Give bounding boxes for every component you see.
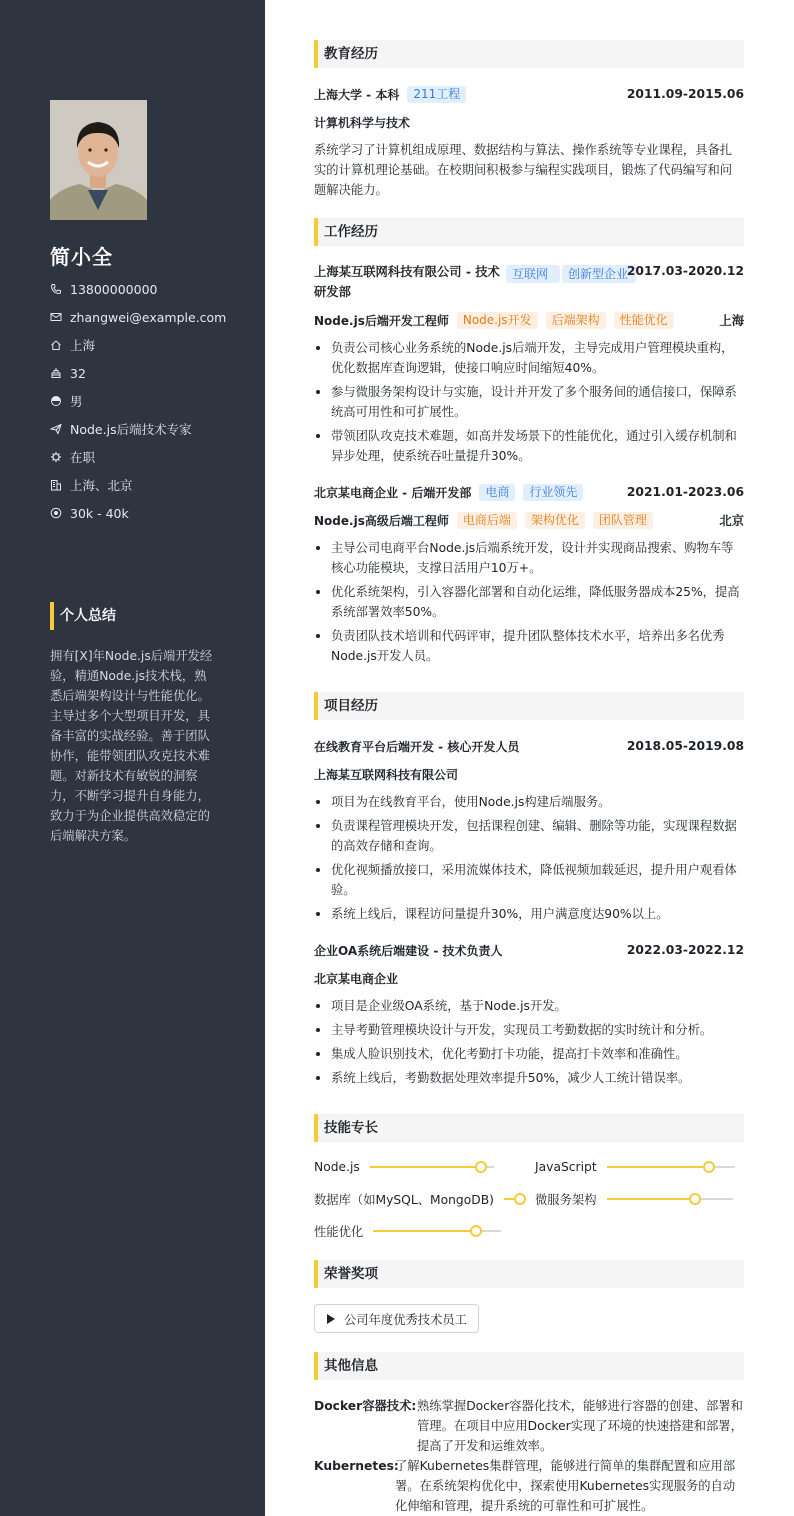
major: 计算机科学与技术 [314,115,411,130]
project1-company: 上海某互联网科技有限公司 [314,767,459,782]
job2-point1: 主导公司电商平台Node.js后端系统开发，设计并实现商品搜索、购物车等核心功能模块，支撑日活用户10万+。 [314,538,744,578]
project1-header-row [314,737,744,755]
email-row [50,309,226,325]
school-name: 上海大学 - 本科 [314,87,400,102]
city-text: 上海 [70,338,96,353]
job1-city: 上海 [719,314,744,328]
job1-skill2: 后端架构 [546,312,606,329]
send-icon [50,423,62,435]
age-text: 32 [70,365,86,381]
avatar-photo [50,100,147,220]
job2-date: 2021.01-2023.06 [626,485,744,499]
job1-tag2: 创新型企业 [562,265,636,283]
project1-point4: 系统上线后，课程访问量提升30%，用户满意度达90%以上。 [314,904,744,924]
project2-point2: 主导考勤管理模块设计与开发，实现员工考勤数据的实时统计和分析。 [314,1020,744,1040]
skill-item [535,1191,733,1207]
skill-knob[interactable] [689,1193,701,1205]
other-text-docker: 熟练掌握Docker容器化技术，能够进行容器的创建、部署和管理。在项目中应用Docker实现了环境的快速搭建和部署，提高了开发和运维效率。 [417,1399,743,1453]
skill-knob[interactable] [475,1161,487,1173]
job1-point3: 带领团队攻克技术难题，如高并发场景下的性能优化，通过引入缓存机制和异步处理，使系统吞吐量提升30%。 [314,426,744,466]
job2-role: Node.js高级后端工程师 [314,513,449,528]
status-row [50,449,95,465]
award-item[interactable] [314,1304,479,1333]
awards-heading: 荣誉奖项 [314,1260,744,1288]
building-icon [50,479,62,491]
skill-slider[interactable] [373,1230,501,1232]
other-label-docker: Docker容器技术: [314,1399,417,1413]
job1-point1: 负责公司核心业务系统的Node.js后端开发，主导完成用户管理模块重构，优化数据库查询逻辑，使接口响应时间缩短40%。 [314,338,744,378]
target-cities-row [50,477,133,493]
education-date: 2011.09-2015.06 [626,87,744,101]
job2-city: 北京 [719,514,744,528]
skill-name: 数据库（如MySQL、MongoDB) [314,1193,494,1207]
education-desc: 系统学习了计算机组成原理、数据结构与算法、操作系统等专业课程，具备扎实的计算机理论基础。在校期间积极参与编程实践项目，锻炼了代码编写和问题解决能力。 [314,143,733,197]
job2-point3: 负责团队技术培训和代码评审，提升团队整体技术水平，培养出多名优秀Node.js开发人员。 [314,626,744,666]
job2-skill1: 电商后端 [457,512,517,529]
salary-row [50,505,129,521]
skill-item [314,1191,520,1207]
skill-item [314,1159,494,1175]
project2-company: 北京某电商企业 [314,971,399,986]
skill-slider[interactable] [607,1166,735,1168]
target-role-text: Node.js后端技术专家 [70,422,192,437]
award-label: 公司年度优秀技术员工 [344,1312,467,1327]
projects-heading: 项目经历 [314,692,744,720]
skill-knob[interactable] [703,1161,715,1173]
status-icon [50,451,62,463]
skill-knob[interactable] [470,1225,482,1237]
job2-tag2: 行业领先 [523,484,583,501]
work-heading: 工作经历 [314,218,744,246]
skill-item [535,1159,735,1175]
job2-header-row [314,483,744,501]
job1-point2: 参与微服务架构设计与实施，设计并开发了多个服务间的通信接口，保障系统高可用性和可扩展性。 [314,382,744,422]
project2-date: 2022.03-2022.12 [626,943,744,957]
phone-row [50,281,157,297]
play-icon [327,1314,335,1324]
gender-icon [50,395,62,407]
job2-tag1: 电商 [479,484,515,501]
skill-name: JavaScript [535,1160,597,1174]
summary-text: 拥有[X]年Node.js后端开发经验，精通Node.js技术栈，熟悉后端架构设计与性能优化。主导过多个大型项目开发，具备丰富的实战经验。善于团队协作，能带领团队攻克技术难题。对新技术有敏锐的洞察力，不断学习提升自身能力，致力于为企业提供高效稳定的后端解决方案。 [50,649,213,843]
skill-name: Node.js [314,1160,360,1174]
education-header-row [314,85,744,103]
phone-text: 13800000000 [70,281,158,297]
project1-point2: 负责课程管理模块开发，包括课程创建、编辑、删除等功能，实现课程数据的高效存储和查询。 [314,816,744,856]
job1-role: Node.js后端开发工程师 [314,313,449,328]
job1-role-row [314,311,744,329]
money-icon [50,507,62,519]
job1-company: 上海某互联网科技有限公司 - 技术研发部 [314,265,500,299]
project2-point1: 项目是企业级OA系统，基于Node.js开发。 [314,996,744,1016]
skill-slider[interactable] [504,1198,520,1200]
gender-text: 男 [70,394,83,409]
job2-company: 北京某电商企业 - 后端开发部 [314,485,472,500]
job1-skill3: 性能优化 [614,312,674,329]
phone-icon [50,283,62,295]
project1-name: 在线教育平台后端开发 - 核心开发人员 [314,739,520,754]
profile-name: 简小全 [50,245,113,269]
target-cities-text: 上海、北京 [70,478,133,493]
email-text: zhangwei@example.com [70,309,227,325]
project2-header-row [314,941,744,959]
other-label-k8s: Kubernetes: [314,1459,399,1473]
skill-slider[interactable] [370,1166,494,1168]
job1-skill1: Node.js开发 [457,312,538,329]
project2-name: 企业OA系统后端建设 - 技术负责人 [314,943,503,958]
home-icon [50,339,62,351]
job2-role-row [314,511,744,529]
skill-knob[interactable] [514,1193,526,1205]
job2-skill2: 架构优化 [525,512,585,529]
city-row [50,337,95,353]
skill-item [314,1223,501,1239]
gender-row [50,393,83,409]
salary-text: 30k - 40k [70,505,129,521]
school-tag: 211工程 [407,86,466,103]
project2-point4: 系统上线后，考勤数据处理效率提升50%，减少人工统计错误率。 [314,1068,744,1088]
education-heading: 教育经历 [314,40,744,68]
summary-heading: 个人总结 [50,602,116,630]
skill-slider[interactable] [607,1198,733,1200]
job2-skill3: 团队管理 [593,512,653,529]
target-role-row [50,421,192,437]
job1-date: 2017.03-2020.12 [626,264,744,278]
mail-icon [50,311,62,323]
other-heading: 其他信息 [314,1352,744,1380]
project2-point3: 集成人脸识别技术，优化考勤打卡功能，提高打卡效率和准确性。 [314,1044,744,1064]
skill-name: 性能优化 [314,1225,364,1239]
skills-heading: 技能专长 [314,1114,744,1142]
skill-name: 微服务架构 [535,1193,597,1207]
status-text: 在职 [70,450,96,465]
project1-date: 2018.05-2019.08 [626,739,744,753]
sidebar [0,0,265,1516]
job2-point2: 优化系统架构，引入容器化部署和自动化运维，降低服务器成本25%，提高系统部署效率50%。 [314,582,744,622]
project1-point1: 项目为在线教育平台，使用Node.js构建后端服务。 [314,792,744,812]
project1-point3: 优化视频播放接口，采用流媒体技术，降低视频加载延迟，提升用户观看体验。 [314,860,744,900]
age-row [50,365,86,381]
job1-tag1: 互联网 [506,265,560,283]
other-text-k8s: 了解Kubernetes集群管理，能够进行简单的集群配置和应用部署。在系统架构优化中，探索使用Kubernetes实现服务的自动化伸缩和管理，提升系统的可靠性和可扩展性。 [395,1459,736,1513]
age-icon [50,367,62,379]
